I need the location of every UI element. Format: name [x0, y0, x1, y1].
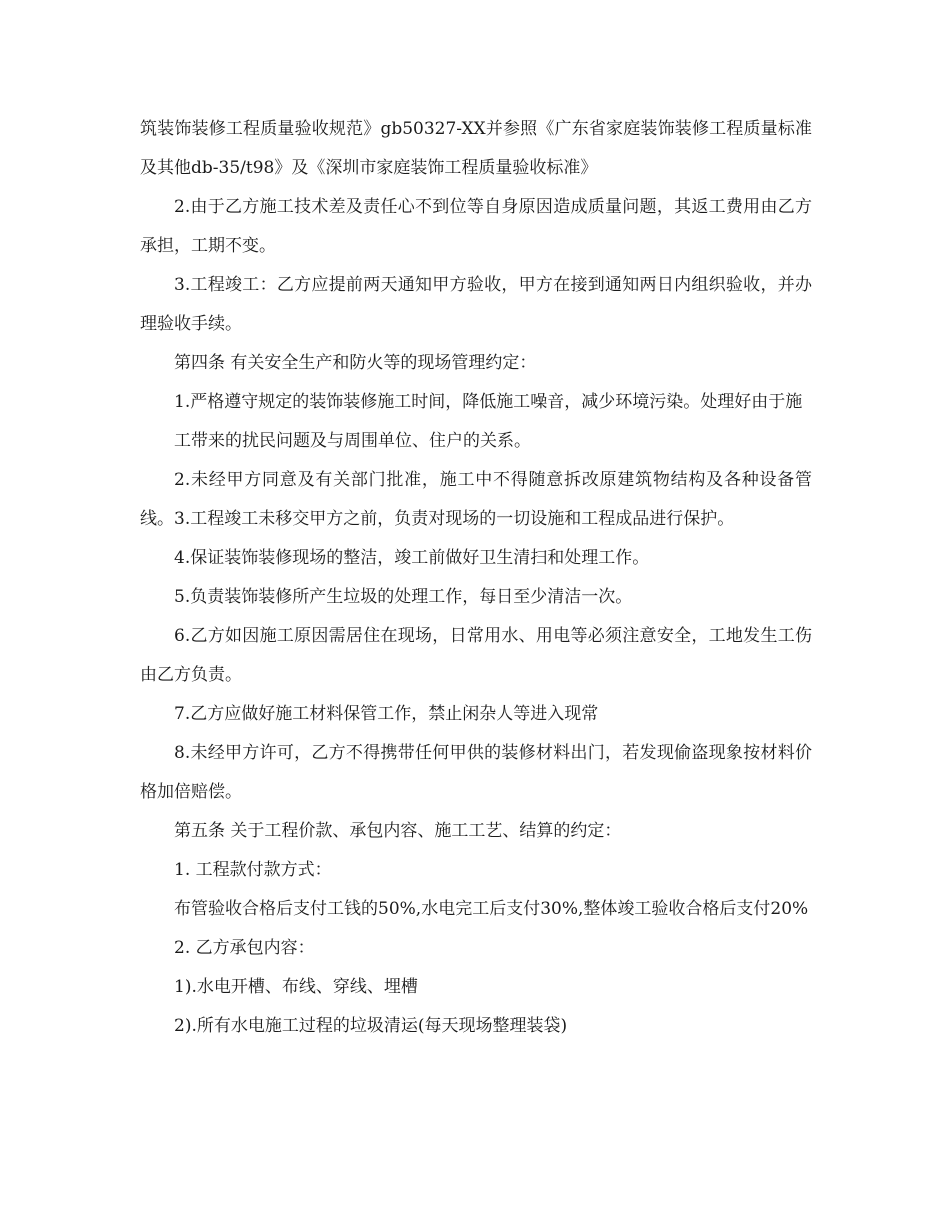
article-5-heading: 第五条 关于工程价款、承包内容、施工工艺、结算的约定：: [174, 821, 622, 841]
paragraph-item-3-completion: 3.工程竣工：乙方应提前两天通知甲方验收，甲方在接到通知两日内组织验收，并办理验收手续。: [140, 275, 812, 334]
paragraph-scope-item-2: 2).所有水电施工过程的垃圾清运(每天现场整理装袋): [174, 1016, 568, 1036]
paragraph-safety-5: 5.负责装饰装修所产生垃圾的处理工作，每日至少清洁一次。: [174, 587, 633, 607]
paragraph-safety-4: 4.保证装饰装修现场的整洁，竣工前做好卫生清扫和处理工作。: [174, 548, 650, 568]
paragraph-continued-standards: 筑装饰装修工程质量验收规范》gb50327-XX并参照《广东省家庭装饰装修工程质量标准及其他db-35/t98》及《深圳市家庭装饰工程质量验收标准》: [140, 119, 812, 178]
paragraph-scope-heading: 2. 乙方承包内容：: [174, 938, 315, 958]
paragraph-safety-1: 1.严格遵守规定的装饰装修施工时间，降低施工噪音，减少环境污染。处理好由于施: [174, 392, 803, 412]
paragraph-item-2-rework: 2.由于乙方施工技术差及责任心不到位等自身原因造成质量问题，其返工费用由乙方承担，工期不变。: [140, 197, 812, 256]
paragraph-payment-method-heading: 1. 工程款付款方式：: [174, 860, 332, 880]
article-4-heading: 第四条 有关安全生产和防火等的现场管理约定：: [174, 353, 537, 373]
paragraph-safety-7: 7.乙方应做好施工材料保管工作，禁止闲杂人等进入现常: [174, 704, 599, 724]
paragraph-safety-1-cont: 工带来的扰民问题及与周围单位、住户的关系。: [174, 431, 531, 451]
document-body: [140, 110, 812, 1046]
paragraph-safety-2-3: 2.未经甲方同意及有关部门批准，施工中不得随意拆改原建筑物结构及各种设备管线。3.工程竣工未移交甲方之前，负责对现场的一切设施和工程成品进行保护。: [140, 470, 812, 529]
paragraph-payment-terms: 布管验收合格后支付工钱的50%,水电完工后支付30%,整体竣工验收合格后支付20%: [174, 899, 809, 919]
paragraph-safety-8: 8.未经甲方许可，乙方不得携带任何甲供的装修材料出门，若发现偷盗现象按材料价格加倍赔偿。: [140, 743, 812, 802]
paragraph-scope-item-1: 1).水电开槽、布线、穿线、埋槽: [174, 977, 418, 997]
paragraph-safety-6: 6.乙方如因施工原因需居住在现场，日常用水、用电等必须注意安全，工地发生工伤由乙方负责。: [140, 626, 812, 685]
